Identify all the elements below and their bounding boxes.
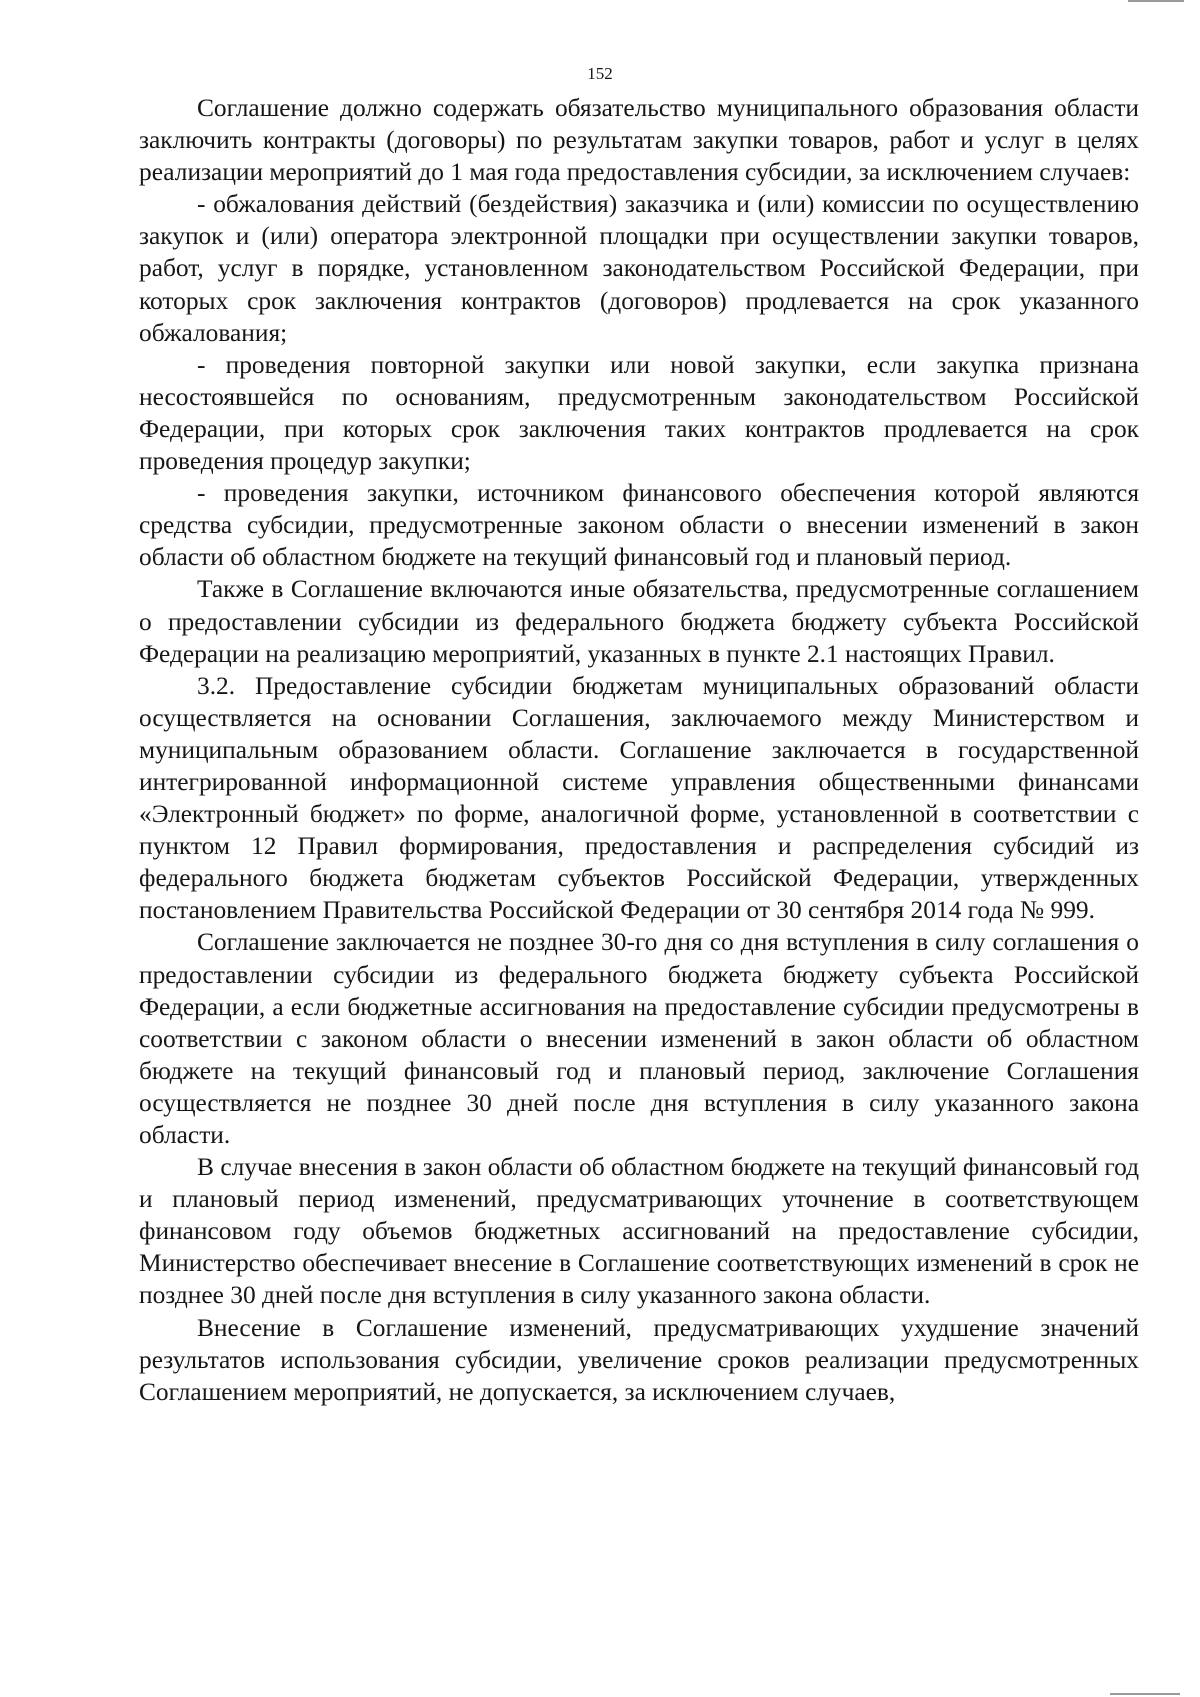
paragraph-agreement-obligation: Соглашение должно содержать обязательство муниципального образования области заключить контракты (договоры) по результатам закупки товаров, работ и услуг в целях реализации мероприятий до 1 мая года предоставления субсидии, за исключением случаев: xyxy=(139,94,1139,187)
list-item-subsidy-procurement: - проведения закупки, источником финансового обеспечения которой являются средства субсидии, предусмотренные законом области о внесении изменений в закон области об областном бюджете на текущий финансовый год и плановый период. xyxy=(139,479,1139,572)
scan-artifact-bottom-right xyxy=(1110,1693,1180,1695)
paragraph-other-obligations: Также в Соглашение включаются иные обязательства, предусмотренные соглашением о предоставлении субсидии из федерального бюджета бюджету субъекта Российской Федерации на реализацию мероприятий, указанных в пункте 2.1 настоящих Правил. xyxy=(139,575,1139,668)
paragraph-agreement-deadline: Соглашение заключается не позднее 30-го дня со дня вступления в силу соглашения о предоставлении субсидии из федерального бюджета бюджету субъекта Российской Федерации, а если бюджетные ассигнования на предоставление субсидии предусмотрены в соответствии с законом области о внесении изменений в закон области об областном бюджете на текущий финансовый год и плановый период, заключение Соглашения осуществляется не позднее 30 дней после дня вступления в силу указанного закона области. xyxy=(139,928,1139,1149)
page-number: 152 xyxy=(587,64,613,83)
scan-artifact-top-right xyxy=(1128,0,1184,2)
list-item-repeat-procurement: - проведения повторной закупки или новой закупки, если закупка признана несостоявшейся по основаниям, предусмотренным законодательством Российской Федерации, при которых срок заключения таких контрактов продлевается на срок проведения процедур закупки; xyxy=(139,350,1139,476)
paragraph-changes-restriction: Внесение в Соглашение изменений, предусматривающих ухудшение значений результатов использования субсидии, увеличение сроков реализации предусмотренных Соглашением мероприятий, не допускается, за исключением случаев, xyxy=(139,1313,1139,1406)
paragraph-section-3-2: 3.2. Предоставление субсидии бюджетам муниципальных образований области осуществляется на основании Соглашения, заключаемого между Министерством и муниципальным образованием области. Соглашение заключается в государственной интегрированной информационной системе управления общественными финансами «Электронный бюджет» по форме, аналогичной форме, установленной в соответствии с пунктом 12 Правил формирования, предоставления и распределения субсидий из федерального бюджета бюджетам субъектов Российской Федерации, утвержденных постановлением Правительства Российской Федерации от 30 сентября 2014 года № 999. xyxy=(139,671,1139,925)
list-item-appeal: - обжалования действий (бездействия) заказчика и (или) комиссии по осуществлению закупок и (или) оператора электронной площадки при осуществлении закупки товаров, работ, услуг в порядке, установленном законодательством Российской Федерации, при которых срок заключения контрактов (договоров) продлевается на срок указанного обжалования; xyxy=(139,190,1139,347)
paragraph-budget-changes: В случае внесения в закон области об областном бюджете на текущий финансовый год и плановый период изменений, предусматривающих уточнение в соответствующем финансовом году объемов бюджетных ассигнований на предоставление субсидии, Министерство обеспечивает внесение в Соглашение соответствующих изменений в срок не позднее 30 дней после дня вступления в силу указанного закона области. xyxy=(139,1153,1139,1310)
body-text xyxy=(139,92,1139,1408)
